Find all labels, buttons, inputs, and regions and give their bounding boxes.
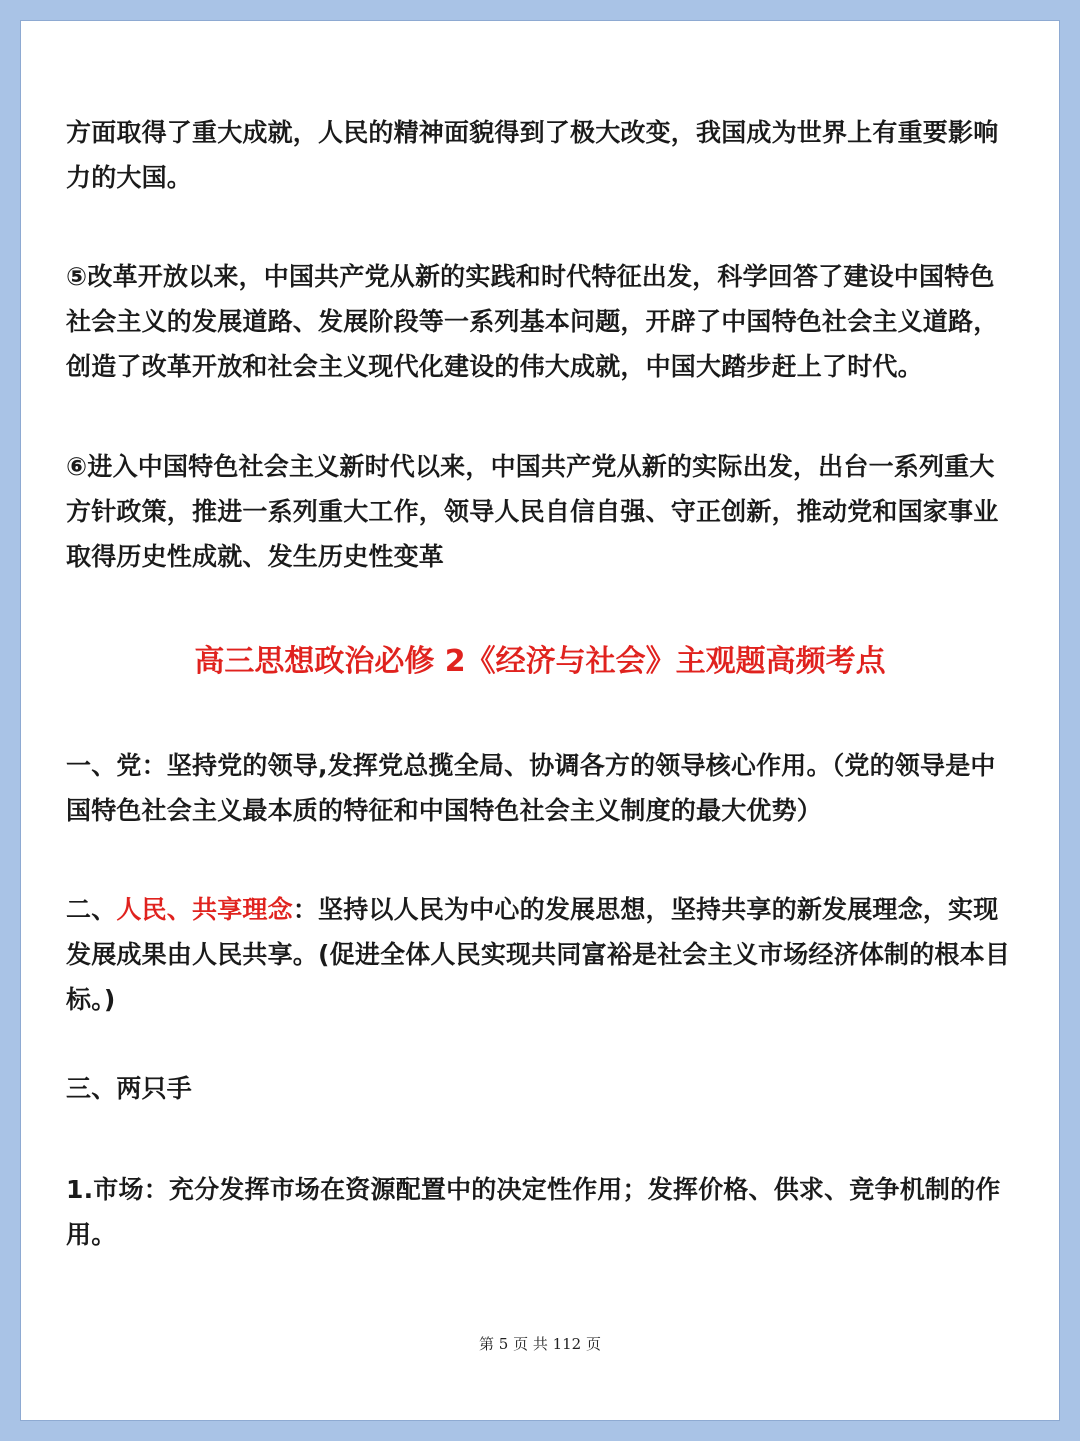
paragraph-item-6: ⑥进入中国特色社会主义新时代以来，中国共产党从新的实际出发，出台一系列重大方针政策，推进一系列重大工作，领导人民自信自强、守正创新，推动党和国家事业取得历史性成就、发生历史性变革	[66, 452, 999, 571]
highlighted-keyword: 人民、共享理念	[116, 895, 293, 924]
paragraph-two-hands: 三、两只手	[66, 1074, 193, 1103]
paragraph-party: 一、党：坚持党的领导,发挥党总揽全局、协调各方的领导核心作用。（党的领导是中国特色社会主义最本质的特征和中国特色社会主义制度的最大优势）	[66, 751, 996, 825]
paragraph-prefix: 二、	[66, 895, 117, 924]
page-number: 第 5 页 共 112 页	[478, 1335, 601, 1353]
paragraph-continuation: 方面取得了重大成就，人民的精神面貌得到了极大改变，我国成为世界上有重要影响力的大国。	[66, 118, 999, 192]
paragraph-market: 1.市场：充分发挥市场在资源配置中的决定性作用；发挥价格、供求、竞争机制的作用。	[66, 1175, 1001, 1249]
section-heading: 高三思想政治必修 2《经济与社会》主观题高频考点	[194, 644, 886, 679]
paragraph-people-sharing	[66, 887, 1016, 1022]
paragraph-item-5: ⑤改革开放以来，中国共产党从新的实践和时代特征出发，科学回答了建设中国特色社会主义的发展道路、发展阶段等一系列基本问题，开辟了中国特色社会主义道路，创造了改革开放和社会主义现代化建设的伟大成就，中国大踏步赶上了时代。	[66, 262, 999, 381]
paragraph-body: ：坚持以人民为中心的发展思想，坚持共享的新发展理念，实现发展成果由人民共享。(促进全体人民实现共同富裕是社会主义市场经济体制的根本目标。)	[66, 895, 1011, 1014]
